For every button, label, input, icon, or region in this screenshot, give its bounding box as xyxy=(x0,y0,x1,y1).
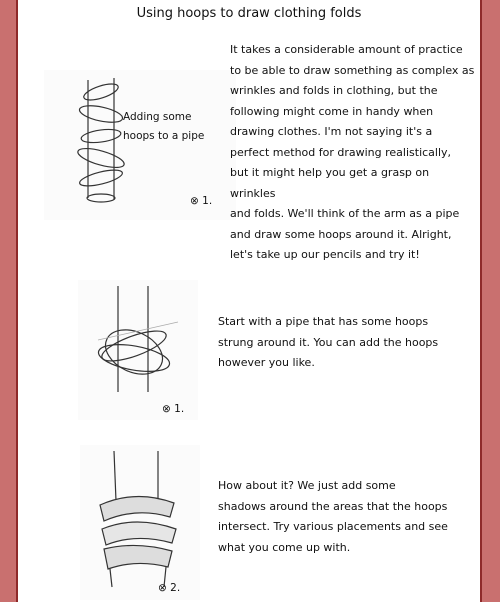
intro-line: and folds. We'll think of the arm as a pipe xyxy=(230,207,460,220)
figure-step2 xyxy=(80,445,200,600)
step2-line: intersect. Try various placements and see xyxy=(218,520,448,533)
step2-paragraph xyxy=(218,476,476,558)
figure-caption-line: hoops to a pipe xyxy=(123,130,205,142)
step1-line: Start with a pipe that has some hoops xyxy=(218,315,429,328)
intro-line: but it might help you get a grasp on wrinkles xyxy=(230,166,430,200)
step1-sketch xyxy=(78,280,198,420)
intro-line: It takes a considerable amount of practice xyxy=(230,43,463,56)
intro-line: perfect method for drawing realistically, xyxy=(230,145,452,159)
figure-caption-line: Adding some xyxy=(123,111,192,123)
figure-marker: ⊗ 1. xyxy=(190,195,213,207)
step2-line: shadows around the areas that the hoops xyxy=(218,499,448,513)
intro-line: wrinkles and folds in clothing, but the xyxy=(230,84,438,97)
intro-line: let's take up our pencils and try it! xyxy=(230,248,420,261)
step2-line: How about it? We just add some xyxy=(218,479,396,492)
page-title: Using hoops to draw clothing folds xyxy=(136,6,362,21)
step1-paragraph xyxy=(218,312,473,374)
intro-line: following might come in handy when xyxy=(230,104,434,118)
step1-marker: ⊗ 1. xyxy=(162,403,185,415)
figure-pipe-hoops xyxy=(44,70,236,220)
intro-line: to be able to draw something as complex as xyxy=(230,63,475,77)
step2-sketch xyxy=(80,445,200,600)
step1-line: however you like. xyxy=(218,356,315,369)
intro-line: drawing clothes. I'm not saying it's a xyxy=(230,125,433,138)
step2-marker: ⊗ 2. xyxy=(158,582,181,594)
figure-step1 xyxy=(78,280,198,420)
page-panel xyxy=(16,0,482,602)
intro-line: and draw some hoops around it. Alright, xyxy=(230,227,452,241)
intro-paragraph xyxy=(230,40,478,266)
step1-line: strung around it. You can add the hoops xyxy=(218,335,439,349)
step2-line: what you come up with. xyxy=(218,540,351,554)
